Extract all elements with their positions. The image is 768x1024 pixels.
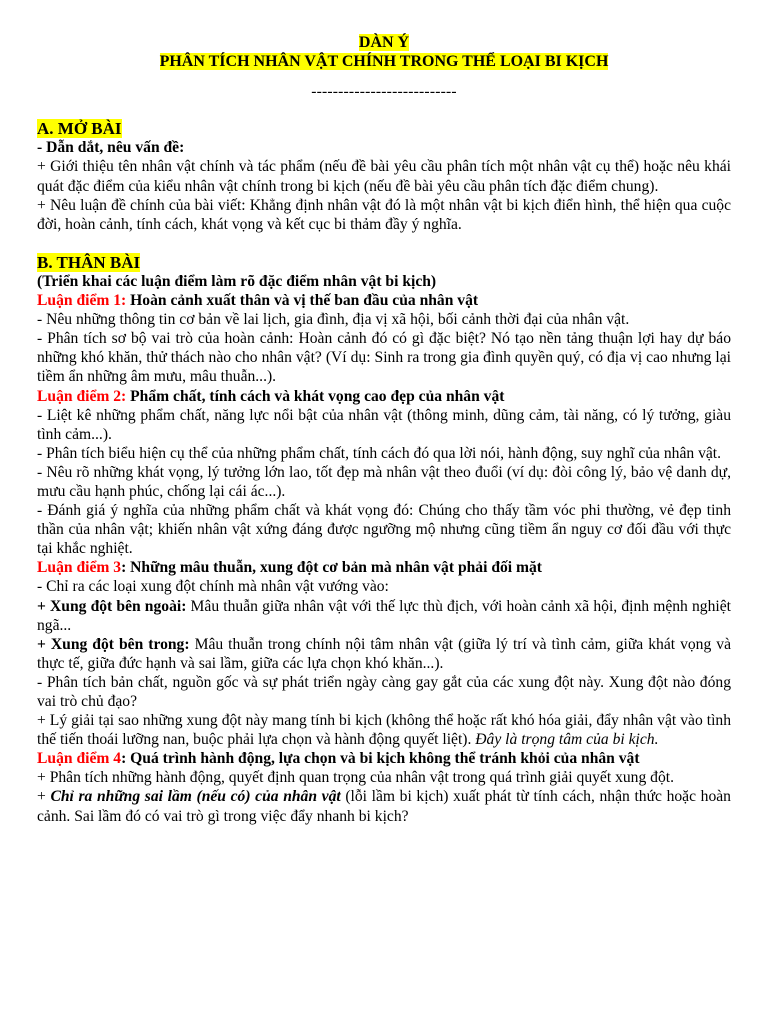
bold-italic-text: Chỉ ra những sai lầm (nếu có) của nhân vật <box>50 788 341 806</box>
mo-bai-lead: - Dẫn dắt, nêu vấn đề: <box>37 139 185 157</box>
luan-diem-label: Luận điểm 1: <box>37 292 127 310</box>
luan-diem-label: Luận điểm 2: <box>37 387 127 405</box>
luan-diem-title: : Những mâu thuẫn, xung đột cơ bản mà nhân vật phải đối mặt <box>121 559 543 577</box>
paragraph-text: (lỗi lầm bi kịch) xuất phát từ tính cách, nhận thức hoặc hoàn cảnh. Sai lầm đó có vai trò gì trong việc đẩy nhanh bi kịch? <box>37 788 731 825</box>
than-bai-intro: (Triển khai các luận điểm làm rõ đặc điểm nhân vật bi kịch) <box>37 272 437 290</box>
document-header <box>37 33 731 101</box>
document-page <box>37 33 731 826</box>
luan-diem-1-paragraph: - Nêu những thông tin cơ bản về lai lịch, gia đình, địa vị xã hội, bối cảnh thời đại của nhân vật. <box>37 311 630 329</box>
luan-diem-2-heading <box>37 387 731 406</box>
luan-diem-3-heading <box>37 558 731 577</box>
section-mo-bai-heading <box>37 119 731 138</box>
luan-diem-2-paragraph: - Liệt kê những phẩm chất, năng lực nổi bật của nhân vật (thông minh, dũng cảm, tài năng, có lý tưởng, giàu tình cảm...). <box>37 406 731 443</box>
luan-diem-4-paragraph <box>37 787 731 825</box>
paragraph-text: + Lý giải tại sao những xung đột này mang tính bi kịch (không thể hoặc rất khó hóa giải, đẩy nhân vật vào tình thế tiến thoái lưỡng nan, buộc phải lựa chọn và hành động quyết liệt). <box>37 712 731 749</box>
luan-diem-2-paragraph: - Đánh giá ý nghĩa của những phẩm chất và khát vọng đó: Chúng cho thấy tầm vóc phi thường, vẻ đẹp tinh thần của nhân vật; khiến nhân vật xứng đáng được ngưỡng mộ nhưng cũng tiềm ẩn nguy cơ đối đầu với thực tại khắc nghiệt. <box>37 502 731 558</box>
luan-diem-1-paragraph: - Phân tích sơ bộ vai trò của hoàn cảnh: Hoàn cảnh đó có gì đặc biệt? Nó tạo nền tảng thuận lợi hay dự báo những khó khăn, thử thách nào cho nhân vật? (Ví dụ: Sinh ra trong gia đình quyền quý, có địa vị cao nhưng lại tiềm ẩn những âm mưu, mâu thuẫn...). <box>37 330 731 386</box>
luan-diem-3-paragraph <box>37 597 731 635</box>
luan-diem-4-paragraph: + Phân tích những hành động, quyết định quan trọng của nhân vật trong quá trình giải quyết xung đột. <box>37 769 674 787</box>
luan-diem-3-paragraph: - Phân tích bản chất, nguồn gốc và sự phát triển ngày càng gay gắt của các xung đột này. Xung đột nào đóng vai trò chủ đạo? <box>37 673 731 710</box>
luan-diem-title: Phẩm chất, tính cách và khát vọng cao đẹp của nhân vật <box>126 387 505 405</box>
luan-diem-label: Luận điểm 3 <box>37 559 122 577</box>
luan-diem-1-heading <box>37 291 731 310</box>
luan-diem-2-paragraph: - Phân tích biểu hiện cụ thể của những phẩm chất, tính cách đó qua lời nói, hành động, suy nghĩ của nhân vật. <box>37 444 722 462</box>
luan-diem-2-paragraph: - Nêu rõ những khát vọng, lý tưởng lớn lao, tốt đẹp mà nhân vật theo đuổi (ví dụ: đòi công lý, bảo vệ danh dự, mưu cầu hạnh phúc, chống lại cái ác...). <box>37 463 731 500</box>
mo-bai-paragraph-1: + Giới thiệu tên nhân vật chính và tác phẩm (nếu đề bài yêu cầu phân tích một nhân vật cụ thể) hoặc nêu khái quát đặc điểm của kiểu nhân vật chính trong bi kịch (nếu đề bài yêu cầu phân tích đặc điểm chung). <box>37 158 731 195</box>
paragraph-text: + <box>37 788 51 806</box>
doc-title: DÀN Ý <box>358 34 410 51</box>
luan-diem-3-paragraph: - Chỉ ra các loại xung đột chính mà nhân vật vướng vào: <box>37 578 389 596</box>
section-heading-text: A. MỞ BÀI <box>37 119 122 139</box>
paragraph-text: Mâu thuẫn trong chính nội tâm nhân vật (giữa lý trí và tình cảm, giữa khát vọng và thực tế, giữa đức hạnh và sai lầm, giữa các lựa chọn khó khăn...). <box>37 635 731 672</box>
paragraph-text: Mâu thuẫn giữa nhân vật với thế lực thù địch, với hoàn cảnh xã hội, định mệnh nghiệt ngã... <box>37 597 731 634</box>
divider: --------------------------- <box>311 83 457 101</box>
luan-diem-title: : Quá trình hành động, lựa chọn và bi kịch không thể tránh khỏi của nhân vật <box>121 750 640 768</box>
section-heading-text: B. THÂN BÀI <box>37 252 141 272</box>
bold-lead: + Xung đột bên ngoài: <box>37 597 187 615</box>
luan-diem-3-paragraph <box>37 711 731 749</box>
section-than-bai-heading <box>37 253 731 272</box>
bold-lead: + Xung đột bên trong: <box>37 635 190 653</box>
luan-diem-4-heading <box>37 749 731 768</box>
italic-note: Đây là trọng tâm của bi kịch. <box>471 731 659 749</box>
luan-diem-title: Hoàn cảnh xuất thân và vị thế ban đầu của nhân vật <box>126 292 479 310</box>
mo-bai-paragraph-2: + Nêu luận đề chính của bài viết: Khẳng định nhân vật đó là một nhân vật bi kịch điển hình, thể hiện qua cuộc đời, hoàn cảnh, tính cách, khát vọng và kết cục bi thảm đầy ý nghĩa. <box>37 196 731 233</box>
luan-diem-label: Luận điểm 4 <box>37 750 122 768</box>
doc-subtitle: PHÂN TÍCH NHÂN VẬT CHÍNH TRONG THỂ LOẠI BI KỊCH <box>159 53 609 71</box>
luan-diem-3-paragraph <box>37 635 731 673</box>
